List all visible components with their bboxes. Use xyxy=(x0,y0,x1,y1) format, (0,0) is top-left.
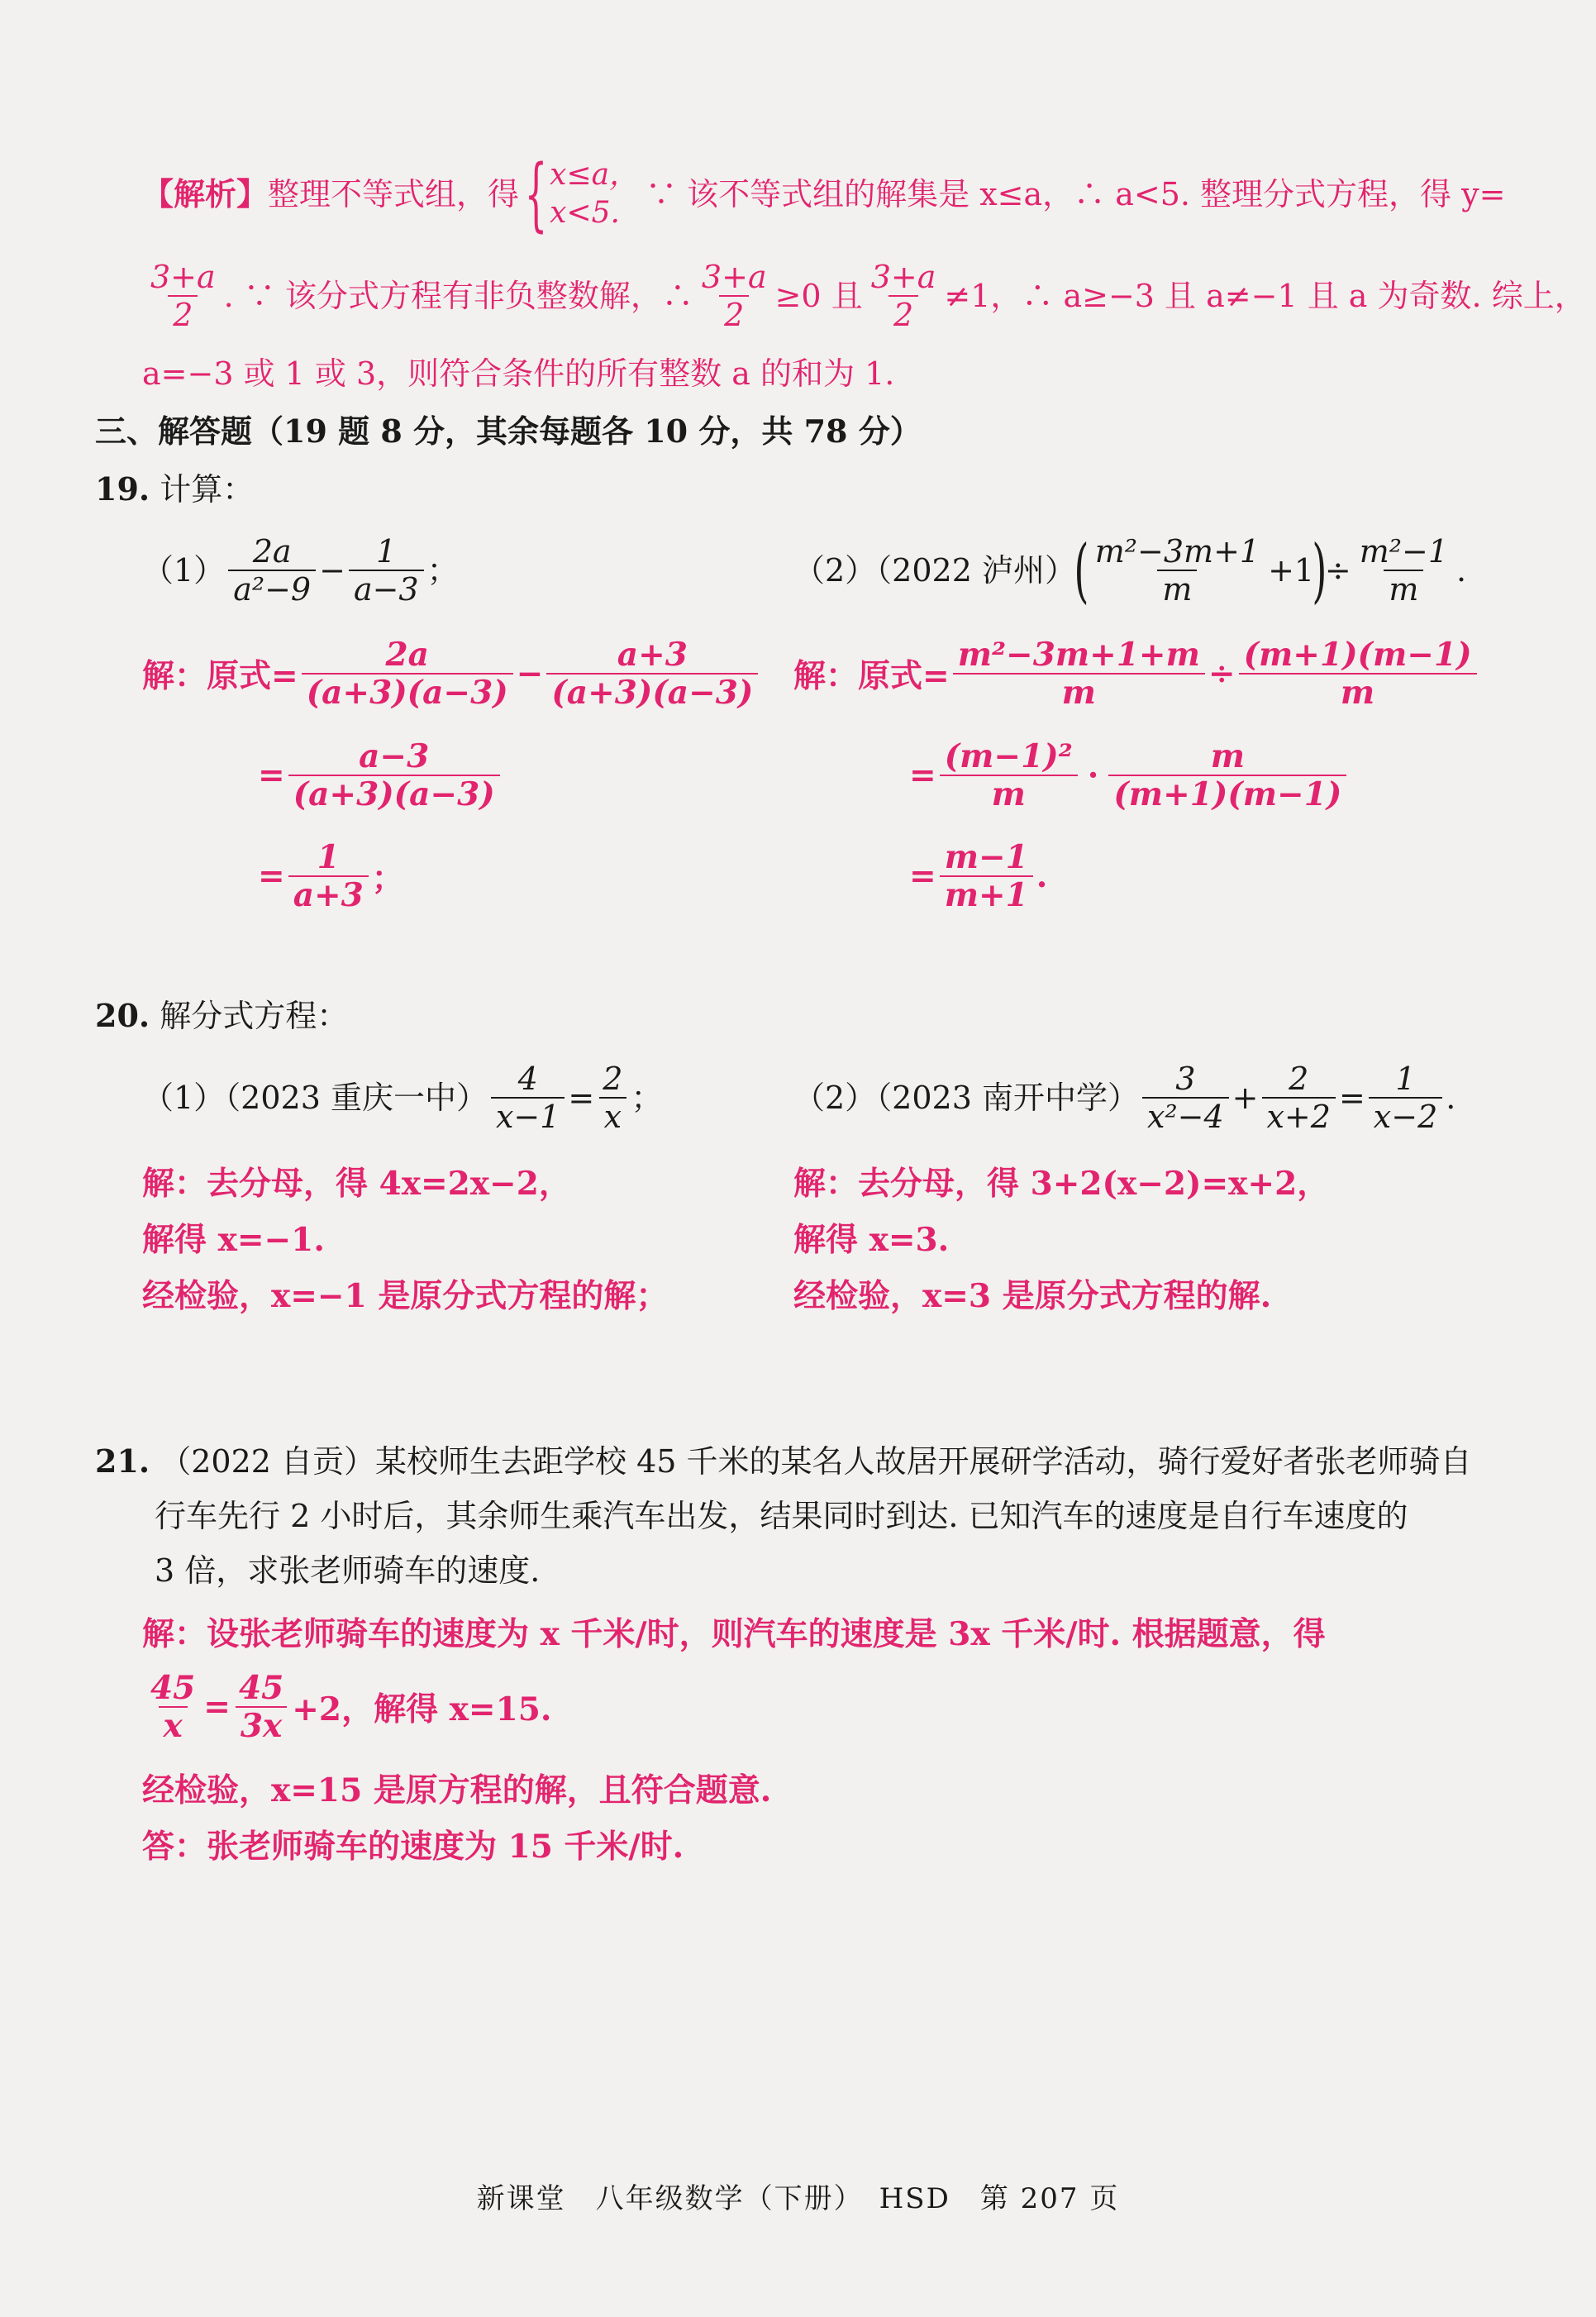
brace-icon: { xyxy=(524,148,548,241)
fraction: $\frac{1}{a-3}$ xyxy=(349,533,424,608)
fraction: $\frac{\text{(m−1)²}}{m}$ xyxy=(940,738,1078,813)
q19-sol2-line3: = $\frac{m-1}{m+1}$ . xyxy=(909,838,1048,914)
fraction: $\frac{2a}{(a+3)(a-3)}$ xyxy=(302,636,513,711)
fraction: $\frac{2}{x+2}$ xyxy=(1262,1061,1336,1135)
q21-stem-line1: （2022 自贡）某校师生去距学校 45 千米的某名人故居开展研学活动，骑行爱好者张老师骑自 xyxy=(160,1443,1472,1480)
q21-stem-line2: 行车先行 2 小时后，其余师生乘汽车出发，结果同时到达. 已知汽车的速度是自行车速度的 xyxy=(155,1498,1408,1534)
fraction: $\frac{\text{m²−1}}{m}$ xyxy=(1359,533,1449,608)
fraction-3a-2: $\frac{3+a}{2}$ xyxy=(150,259,216,333)
fraction: $\frac{45}{3x}$ xyxy=(234,1670,288,1744)
q19-stem xyxy=(95,470,254,509)
q20-stem xyxy=(95,996,348,1036)
q20-sol1-line3: 经检验，x=−1 是原分式方程的解； xyxy=(142,1277,669,1315)
sol-head: 解：原式= xyxy=(142,657,298,695)
sol-head: 解：原式= xyxy=(793,657,950,695)
q20-number: 20. xyxy=(95,997,150,1034)
analysis-text-2b: ≥0 且 xyxy=(774,278,863,314)
analysis-line-3: a=−3 或 1 或 3，则符合条件的所有整数 a 的和为 1. xyxy=(142,355,895,392)
q21-stem-line3: 3 倍，求张老师骑车的速度. xyxy=(155,1552,541,1589)
q20-part2: （2）（2023 南开中学） $\frac{3}{\text{x²−4}}$ + $\frac{2}{x+2}$ = $\frac{1}{x-2}$ . xyxy=(793,1061,1456,1135)
q20-sol2-line1: 解：去分母，得 3+2(x−2)=x+2， xyxy=(793,1165,1330,1203)
q21-stem xyxy=(95,1434,1472,1598)
fraction: $\frac{1}{x-2}$ xyxy=(1369,1061,1442,1135)
fraction: $\frac{a+3}{(a+3)(a-3)}$ xyxy=(546,636,758,711)
analysis-line-2 xyxy=(142,255,1586,337)
q19-part2-label: （2）（2022 泸州） xyxy=(793,552,1076,589)
q19-sol1-line2: = $\frac{a-3}{(a+3)(a-3)}$ xyxy=(258,734,503,817)
q19-stem-text: 计算： xyxy=(160,471,255,508)
system-line-2: x<5. xyxy=(550,196,620,230)
q21-sol-line3: 经检验，x=15 是原方程的解，且符合题意. xyxy=(142,1771,772,1809)
q21-sol-line4: 答：张老师骑车的速度为 15 千米/时. xyxy=(142,1828,684,1866)
section-title: 三、解答题（19 题 8 分，其余每题各 10 分，共 78 分） xyxy=(95,412,922,450)
q19-sol2-line2: = $\frac{\text{(m−1)²}}{m}$ · $\frac{m}{(m+1)(m-1)}$ xyxy=(909,734,1350,817)
q19-part1-label: （1） xyxy=(142,552,226,589)
fraction-3a-2c: $\frac{3+a}{2}$ xyxy=(870,259,936,333)
q20-part1-label: （1）（2023 重庆一中） xyxy=(142,1080,488,1116)
fraction: $\frac{\text{m²−3m+1}}{m}$ xyxy=(1094,533,1260,608)
page-footer: 新课堂 八年级数学（下册） HSD 第 207 页 xyxy=(476,2182,1120,2215)
fraction: $\frac{a-3}{(a+3)(a-3)}$ xyxy=(288,738,500,813)
q20-sol2-line3: 经检验，x=3 是原分式方程的解. xyxy=(793,1277,1272,1315)
fraction: $\frac{4}{x-1}$ xyxy=(491,1061,565,1135)
fraction: $\frac{m}{(m+1)(m-1)}$ xyxy=(1108,738,1346,813)
inequality-system xyxy=(550,156,639,232)
analysis-text-2c: ≠1，∴ a≥−3 且 a≠−1 且 a 为奇数. 综上， xyxy=(944,278,1586,314)
analysis-text-1b: ∵ 该不等式组的解集是 x≤a，∴ a<5. 整理分式方程，得 y= xyxy=(646,176,1506,212)
q20-sol1-line1: 解：去分母，得 4x=2x−2， xyxy=(142,1165,571,1203)
fraction: $\frac{45}{x}$ xyxy=(150,1669,196,1745)
q21-sol-line1: 解：设张老师骑车的速度为 x 千米/时，则汽车的速度是 3x 千米/时. 根据题意，得 xyxy=(142,1615,1326,1653)
analysis-line-1 xyxy=(142,149,1505,240)
q19-sol1-line3: = $\frac{1}{a+3}$ ； xyxy=(258,838,404,914)
q19-sol1-line1: 解：原式= $\frac{2a}{(a+3)(a-3)}$ − $\frac{a+3}{(a+3)(a-3)}$ xyxy=(142,632,761,715)
fraction: $\frac{(m+1)(m-1)}{m}$ xyxy=(1239,636,1477,711)
q19-sol2-line1: 解：原式= $\frac{\text{m²−3m+1+m}}{m}$ ÷ $\frac{(m+1)(m-1)}{m}$ xyxy=(793,632,1480,715)
q20-part2-label: （2）（2023 南开中学） xyxy=(793,1080,1139,1116)
q21-sol-equation: $\frac{45}{x}$ = $\frac{45}{3x}$ +2，解得 x=15. xyxy=(142,1666,551,1748)
q20-part1: （1）（2023 重庆一中） $\frac{4}{x-1}$ = $\frac{2}{x}$ ； xyxy=(142,1061,663,1135)
q20-sol2 xyxy=(793,1156,1329,1324)
fraction: $\frac{3}{\text{x²−4}}$ xyxy=(1142,1061,1229,1135)
q20-sol2-line2: 解得 x=3. xyxy=(793,1221,950,1259)
analysis-text-2a: . ∵ 该分式方程有非负整数解，∴ xyxy=(223,278,693,314)
q20-stem-text: 解分式方程： xyxy=(160,998,349,1034)
q19-part2: （2）（2022 泸州） ( $\frac{\text{m²−3m+1}}{m}$ +1 ) ÷ $\frac{\text{m²−1}}{m}$ . xyxy=(793,530,1467,611)
q20-sol1-line2: 解得 x=−1. xyxy=(142,1221,325,1259)
q19-part1: （1） $\frac{2a}{\text{a²−9}}$ − $\frac{1}{a-3}$ ； xyxy=(142,533,459,608)
q21-number: 21. xyxy=(95,1442,150,1480)
fraction: $\frac{2a}{\text{a²−9}}$ xyxy=(228,533,316,608)
fraction: $\frac{2}{x}$ xyxy=(598,1061,627,1135)
q19-number: 19. xyxy=(95,470,150,508)
fraction: $\frac{1}{a+3}$ xyxy=(288,839,369,913)
fraction: $\frac{\text{m²−3m+1+m}}{m}$ xyxy=(953,636,1205,711)
analysis-text-1a: 整理不等式组，得 xyxy=(268,176,520,212)
system-line-1: x≤a， xyxy=(550,158,640,192)
fraction: $\frac{m-1}{m+1}$ xyxy=(940,839,1033,913)
q20-sol1 xyxy=(142,1156,668,1324)
fraction-3a-2b: $\frac{3+a}{2}$ xyxy=(701,259,767,333)
analysis-tag: 【解析】 xyxy=(142,175,269,212)
